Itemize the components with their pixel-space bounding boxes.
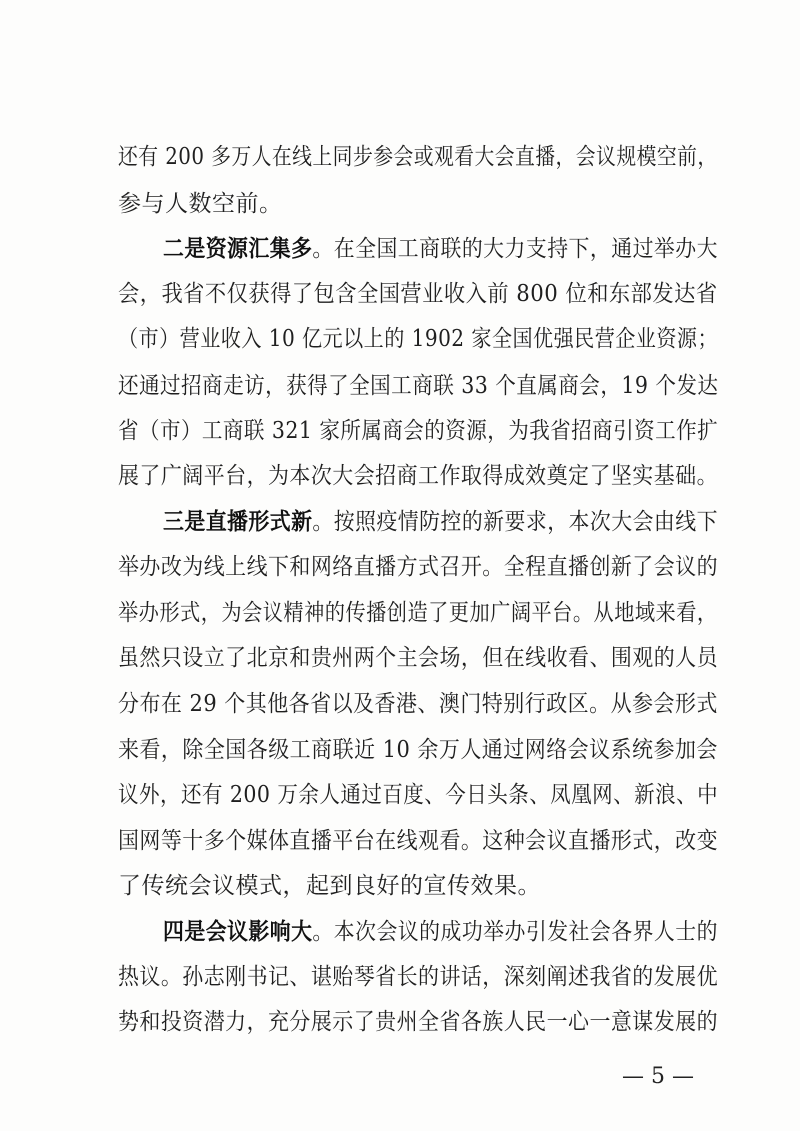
text-line: [118, 551, 719, 583]
line-text: 还有 200 多万人在线上同步参会或观看大会直播，会议规模空前，: [118, 144, 718, 170]
text-line: [118, 779, 719, 811]
text-line: [118, 961, 719, 993]
text-line: [118, 188, 718, 220]
text-line: [118, 460, 719, 492]
text-line: [118, 642, 719, 674]
line-text: 。在全国工商联的大力支持下，通过举办大: [312, 236, 718, 262]
text-line: [118, 825, 719, 857]
line-text: 国网等十多个媒体直播平台在线观看。这种会议直播形式，改变: [118, 828, 719, 854]
line-heading: 三是直播形式新: [163, 508, 313, 535]
line-text: 举办形式，为会议精神的传播创造了更加广阔平台。从地域来看，: [118, 600, 718, 626]
text-line: [118, 141, 718, 173]
line-text: 来看，除全国各级工商联近 10 余万人通过网络会议系统参加会: [118, 737, 718, 763]
line-heading: 二是资源汇集多: [163, 235, 313, 262]
line-text: （市）营业收入 10 亿元以上的 1902 家全国优强民营企业资源；: [118, 326, 719, 352]
line-text: 展了广阔平台，为本次大会招商工作取得成效奠定了坚实基础。: [118, 463, 719, 489]
text-line: [163, 506, 718, 538]
line-text: 。本次会议的成功举办引发社会各界人士的: [312, 919, 718, 945]
line-text: 参与人数空前。: [118, 191, 283, 217]
line-text: 分布在 29 个其他各省以及香港、澳门特别行政区。从参会形式: [118, 691, 718, 717]
text-line: [118, 734, 718, 766]
text-line: [118, 278, 718, 310]
line-text: 省（市）工商联 321 家所属商会的资源，为我省招商引资工作扩: [118, 418, 719, 444]
text-line: [118, 597, 718, 629]
line-heading: 四是会议影响大: [163, 918, 313, 945]
line-text: 举办改为线上线下和网络直播方式召开。全程直播创新了会议的: [118, 554, 719, 580]
text-line: [118, 870, 718, 902]
line-text: 热议。孙志刚书记、谌贻琴省长的讲话，深刻阐述我省的发展优: [118, 964, 719, 990]
line-text: 。按照疫情防控的新要求，本次大会由线下: [312, 509, 718, 535]
text-line: [163, 233, 718, 265]
line-text: 还通过招商走访，获得了全国工商联 33 个直属商会，19 个发达: [118, 373, 719, 399]
line-text: 了传统会议模式，起到良好的宣传效果。: [118, 873, 541, 899]
line-text: 议外，还有 200 万余人通过百度、今日头条、凤凰网、新浪、中: [118, 782, 719, 808]
line-text: 会，我省不仅获得了包含全国营业收入前 800 位和东部发达省: [118, 281, 718, 307]
text-line: [118, 370, 719, 402]
text-line: [118, 415, 719, 447]
line-text: 势和投资潜力，充分展示了贵州全省各族人民一心一意谋发展的: [118, 1009, 719, 1035]
text-line: [118, 323, 719, 355]
text-line: [118, 1006, 719, 1038]
text-line: [118, 688, 718, 720]
page-number: — 5 —: [622, 1064, 694, 1089]
text-line: [163, 916, 718, 948]
line-text: 虽然只设立了北京和贵州两个主会场，但在线收看、围观的人员: [118, 645, 719, 671]
